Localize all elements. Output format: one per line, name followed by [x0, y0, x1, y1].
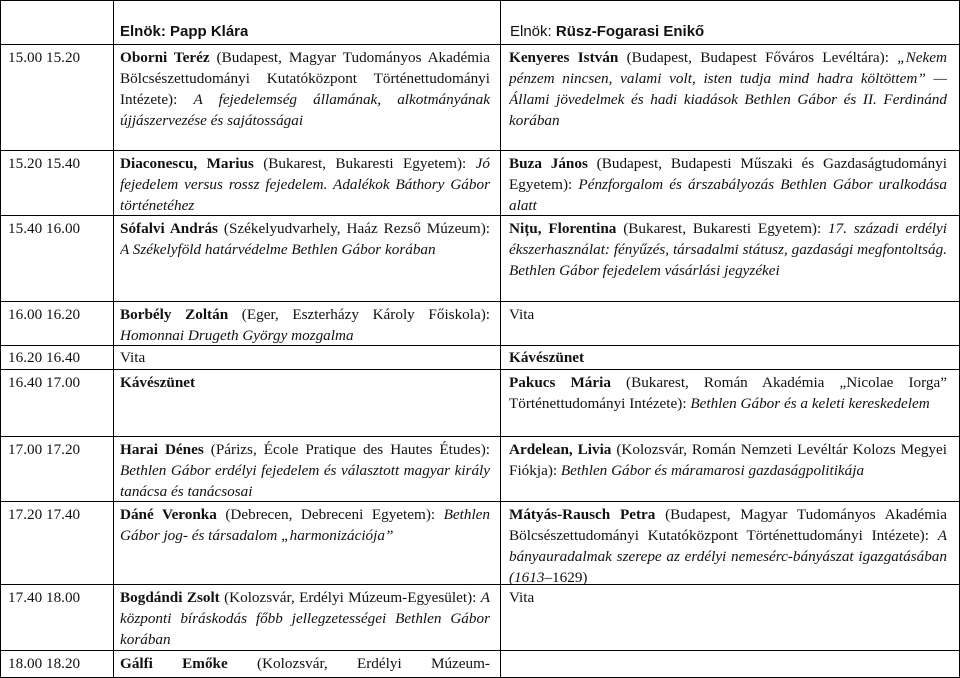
- talk-right: [509, 504, 947, 588]
- table-border-left: [0, 0, 1, 678]
- speaker-name: Nițu, Florentina: [509, 220, 617, 237]
- chair-right: [510, 21, 704, 42]
- talk-title: „Nekem pénzem nincsen, valami volt, isten tudja mind hadra költöttem” — Állami jövedelmek és hadi kiadások Bethlen Gábor és II. Ferdinánd korában: [509, 49, 947, 129]
- speaker-name: Mátyás-Rausch Petra: [509, 506, 656, 523]
- row-divider: [0, 650, 960, 651]
- talk-left: [120, 439, 490, 502]
- talk-right: [509, 439, 947, 481]
- row-divider: [0, 301, 960, 302]
- talk-title: Homonnai Drugeth György mozgalma: [120, 327, 354, 344]
- speaker-affiliation: (Budapest, Magyar Tudományos Akadémia Bölcsészettudományi Kutatóközpont Történettudományi Intézete):: [120, 49, 490, 108]
- time-slot: 15.00 15.20: [8, 49, 81, 66]
- speaker-name: Ardelean, Livia: [509, 441, 612, 458]
- talk-title: A Székelyföld határvédelme Bethlen Gábor korában: [120, 241, 436, 258]
- talk-left: [120, 304, 490, 346]
- speaker-name: Diaconescu, Marius: [120, 155, 254, 172]
- talk-title: Jó fejedelem versus rossz fejedelem. Adalékok Báthory Gábor történetéhez: [120, 155, 490, 214]
- speaker-affiliation: (Kolozsvár, Erdélyi Múzeum-Egyesület):: [219, 589, 481, 606]
- talk-title: Bethlen Gábor és máramarosi gazdaságpolitikája: [560, 462, 865, 479]
- column-divider-sections: [500, 0, 501, 678]
- time-slot: 15.20 15.40: [8, 155, 81, 172]
- talk-title-end: –1629): [544, 569, 588, 586]
- talk-title: 17. századi erdélyi ékszerhasználat: fényűzés, társadalmi státusz, gazdasági megfontoltság. Bethlen Gábor fejedelem vásárlási jegyzékei: [509, 220, 947, 279]
- speaker-name: Dáné Veronka: [120, 506, 217, 523]
- speaker-affiliation: (Bukarest, Bukaresti Egyetem):: [616, 220, 829, 237]
- time-slot: 16.20 16.40: [8, 349, 81, 366]
- speaker-name: Kenyeres István: [509, 49, 619, 66]
- talk-left: [120, 153, 490, 216]
- coffee-break-left: Kávészünet: [120, 374, 196, 391]
- chair-left: Elnök: Papp Klára: [120, 23, 249, 40]
- speaker-name: Borbély Zoltán: [120, 306, 229, 323]
- talk-title: A bányauradalmak szerepe az erdélyi nemesérc-bányászat igazgatásában (1613: [509, 527, 947, 586]
- talk-right: [509, 372, 947, 414]
- time-slot: 16.40 17.00: [8, 374, 81, 391]
- row-divider: [0, 44, 960, 45]
- speaker-affiliation: (Bukarest, Bukaresti Egyetem):: [253, 155, 476, 172]
- speaker-name: Pakucs Mária: [509, 374, 611, 391]
- time-slot: 15.40 16.00: [8, 220, 81, 237]
- speaker-name: Gálfi Emőke: [120, 655, 228, 672]
- speaker-affiliation: (Székelyudvarhely, Haáz Rezső Múzeum):: [217, 220, 490, 237]
- speaker-name: Sófalvi András: [120, 220, 218, 237]
- talk-title: Bethlen Gábor erdélyi fejedelem és választott magyar király tanácsa és tanácsosai: [120, 462, 490, 500]
- coffee-break-right: Kávészünet: [509, 349, 585, 366]
- speaker-affiliation: (Budapest, Budapest Főváros Levéltára):: [618, 49, 898, 66]
- time-slot: 17.00 17.20: [8, 441, 81, 458]
- column-divider-time: [113, 0, 114, 678]
- speaker-affiliation: (Eger, Eszterházy Károly Főiskola):: [228, 306, 490, 323]
- talk-right: [509, 47, 947, 131]
- talk-left: [120, 218, 490, 260]
- time-slot: 17.20 17.40: [8, 506, 81, 523]
- speaker-affiliation: (Budapest, Budapesti Műszaki és Gazdaságtudományi Egyetem):: [509, 155, 947, 193]
- talk-left: [120, 504, 490, 546]
- talk-title: Bethlen Gábor és a keleti kereskedelem: [690, 395, 930, 412]
- speaker-name: Harai Dénes: [120, 441, 204, 458]
- talk-title: Pénzforgalom és árszabályozás Bethlen Gábor uralkodása alatt: [509, 176, 947, 214]
- time-slot: 16.00 16.20: [8, 306, 81, 323]
- discussion-right: Vita: [509, 589, 535, 606]
- speaker-affiliation: (Bukarest, Román Akadémia „Nicolae Iorga” Történettudományi Intézete):: [509, 374, 947, 412]
- speaker-affiliation: (Kolozsvár, Román Nemzeti Levéltár Kolozs Megyei Fiókja):: [509, 441, 947, 479]
- speaker-name: Buza János: [509, 155, 588, 172]
- row-divider: [0, 0, 960, 1]
- speaker-affiliation: (Párizs, École Pratique des Hautes Études):: [203, 441, 490, 458]
- speaker-name: Bogdándi Zsolt: [120, 589, 220, 606]
- row-divider: [0, 369, 960, 370]
- time-slot: 18.00 18.20: [8, 655, 81, 672]
- speaker-affiliation: (Debrecen, Debreceni Egyetem):: [216, 506, 444, 523]
- time-slot: 17.40 18.00: [8, 589, 81, 606]
- chair-right-name: Rüsz-Fogarasi Enikő: [555, 23, 705, 40]
- discussion-left: Vita: [120, 349, 146, 366]
- talk-right: [509, 153, 947, 216]
- talk-title: Bethlen Gábor jog- és társadalom „harmonizációja”: [120, 506, 490, 544]
- row-divider: [0, 436, 960, 437]
- talk-left: [120, 653, 490, 677]
- row-divider: [0, 150, 960, 151]
- chair-right-label: Elnök:: [510, 23, 556, 40]
- talk-left: [120, 47, 490, 131]
- speaker-affiliation: (Budapest, Magyar Tudományos Akadémia Bölcsészettudományi Kutatóközpont Történettudományi Intézete):: [509, 506, 947, 544]
- talk-left: [120, 587, 490, 650]
- talk-title: A fejedelemség államának, alkotmányának újjászervezése és sajátosságai: [120, 91, 490, 129]
- talk-right: [509, 218, 947, 281]
- speaker-affiliation: (Kolozsvár, Erdélyi Múzeum-: [227, 655, 490, 672]
- talk-title: A központi bíráskodás főbb jellegzetességei Bethlen Gábor korában: [120, 589, 490, 648]
- discussion-right: Vita: [509, 306, 535, 323]
- speaker-name: Oborni Teréz: [120, 49, 210, 66]
